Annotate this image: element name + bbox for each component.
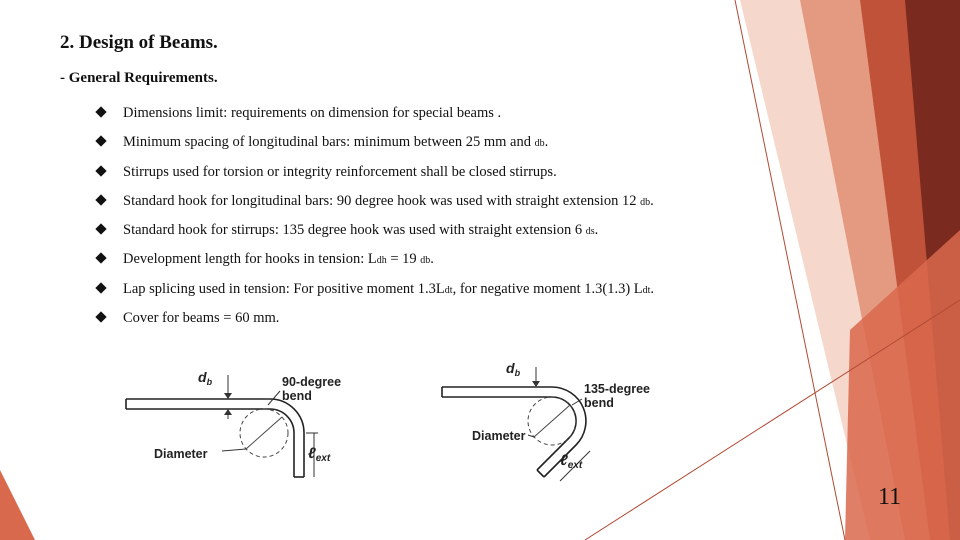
requirements-list (98, 103, 758, 337)
list-item (98, 220, 758, 249)
bullet-text: Stirrups used for torsion or integrity reinforcement shall be closed stirrups. (123, 163, 557, 180)
db-label: $d_b$ (198, 369, 213, 387)
bullet-subscript: dt (444, 284, 453, 296)
diameter-label: Diameter (472, 429, 526, 443)
list-item (98, 103, 758, 132)
diamond-bullet-icon (95, 136, 106, 147)
bullet-tail: . (594, 222, 599, 239)
db-label: $d_b$ (506, 360, 521, 378)
bullet-tail: . (650, 192, 654, 209)
bullet-tail: . (544, 134, 549, 151)
bullet-tail: , for negative moment 1.3(1.3) L (452, 280, 643, 297)
diamond-bullet-icon (95, 224, 106, 235)
diamond-bullet-icon (95, 282, 106, 293)
bullet-text: Development length for hooks in tension: L (123, 251, 377, 268)
bend-label-line2: bend (282, 389, 312, 403)
bullet-subscript: ds (585, 226, 595, 238)
bullet-text: Dimensions limit: requirements on dimension for special beams . (123, 105, 502, 121)
bullet-text: Minimum spacing of longitudinal bars: minimum between 25 mm and (123, 134, 535, 151)
list-item (98, 132, 758, 161)
diamond-bullet-icon (95, 253, 106, 264)
bullet-subscript: db (534, 138, 545, 150)
bullet-subscript: dh (376, 255, 387, 267)
bullet-text: Lap splicing used in tension: For positive moment 1.3L (123, 280, 445, 297)
ext-label: ℓ$_{ext}$ (308, 445, 331, 464)
diamond-bullet-icon (95, 106, 106, 117)
deco-triangle-left (0, 470, 35, 540)
figure-background (432, 353, 658, 485)
list-item (98, 191, 758, 220)
diamond-bullet-icon (95, 311, 106, 322)
bend-label-line1: 90-degree (282, 375, 342, 389)
bullet-text: Standard hook for longitudinal bars: 90 degree hook was used with straight extension 12 (123, 192, 641, 209)
bullet-subscript-2: dt (642, 284, 651, 296)
list-item (98, 162, 758, 191)
bullet-subscript: db (640, 196, 651, 208)
bend-label-line1: 135-degree (584, 382, 651, 396)
list-item (98, 249, 758, 278)
diamond-bullet-icon (95, 165, 106, 176)
slide-subtitle: - General Requirements. (60, 70, 218, 86)
bullet-tail: = 19 (386, 251, 421, 268)
bullet-text: Standard hook for stirrups: 135 degree hook was used with straight extension 6 (123, 222, 586, 239)
ext-label: ℓ$_{ext}$ (560, 452, 583, 471)
diamond-bullet-icon (95, 194, 106, 205)
bullet-tail-2: . (430, 251, 434, 268)
list-item (98, 308, 758, 337)
bullet-subscript-2: db (420, 255, 431, 267)
diameter-label: Diameter (154, 447, 208, 461)
hook-90-degree-figure (118, 355, 368, 487)
hook-135-degree-figure (432, 353, 658, 485)
bullet-tail-2: . (650, 280, 655, 297)
slide-title: 2. Design of Beams. (60, 32, 218, 53)
bullet-text: Cover for beams = 60 mm. (123, 310, 280, 327)
list-item (98, 279, 758, 308)
page-number: 11 (878, 484, 902, 510)
bend-label-line2: bend (584, 396, 614, 410)
